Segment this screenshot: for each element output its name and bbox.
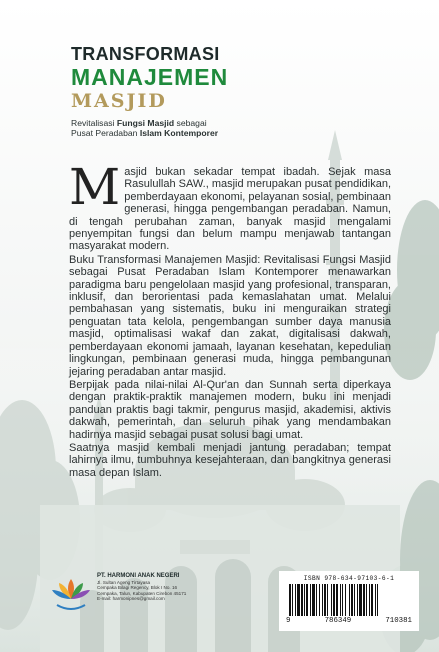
barcode-bars xyxy=(288,584,410,616)
barcode-group-2: 710381 xyxy=(385,617,412,625)
publisher-name: PT. HARMONI ANAK NEGERI xyxy=(97,573,180,579)
publisher-address-3: Cempaka, Talun, Kabupaten Cirebon 45171 xyxy=(97,590,187,596)
isbn-label: ISBN 978-634-97103-6-1 xyxy=(303,575,395,582)
publisher-email: E-mail: harmonipnes@gmail.com xyxy=(97,596,165,602)
subtitle-l1-bold: Fungsi Masjid xyxy=(116,118,175,128)
subtitle-l1-post: sebagai xyxy=(174,118,207,128)
blurb-paragraph-3: Berpijak pada nilai-nilai Al-Qur'an dan Sunnah serta diperkaya dengan praktik-praktik manajemen modern, buku ini menjadi panduan praktis bagi takmir, pengurus masjid, akademisi, aktivis dakwah, pemerintah, dan seluruh pihak yang mendambakan hadirnya masjid sebagai pusat solusi bagi umat. xyxy=(69,378,391,441)
isbn-barcode xyxy=(279,571,419,631)
subtitle xyxy=(71,118,228,138)
publisher-block xyxy=(51,573,186,615)
drop-cap: M xyxy=(69,158,121,216)
publisher-address-2: Cempaka Bilagi Regency, Blok I No. 16 xyxy=(97,585,178,591)
subtitle-l2-bold: Islam Kontemporer xyxy=(139,128,219,138)
barcode-group-1: 786349 xyxy=(324,617,352,625)
publisher-address-1: Jl. Sultan Ageng Tirtayasa xyxy=(97,580,151,585)
title-line-2: MANAJEMEN xyxy=(71,64,229,90)
publisher-logo-icon xyxy=(51,573,91,615)
title-line-1: TRANSFORMASI xyxy=(71,44,220,64)
barcode-digits xyxy=(285,617,413,625)
subtitle-l2-pre: Pusat Peradaban xyxy=(71,128,140,138)
blurb-p1-text: asjid bukan sekadar tempat ibadah. Sejak masa Rasulullah SAW., masjid merupakan pusat pendidikan, pemberdayaan ekonomi, pelayanan sosial, pembinaan generasi, hingga pengembangan peradaban. Namun, di tengah perubahan zaman, banyak masjid mengalami penyempitan fungsi dan belum mampu menjawab tantangan masyarakat modern. xyxy=(69,166,391,253)
subtitle-l1-pre: Revitalisasi xyxy=(71,118,117,128)
blurb-paragraph-2: Buku Transformasi Manajemen Masjid: Revitalisasi Fungsi Masjid sebagai Pusat Peradaban Islam Kontemporer menawarkan paradigma baru pengelolaan masjid yang profesional, transparan, inklusif, dan berorientasi pada kemaslahatan umat. Melalui pembahasan yang sistematis, buku ini menguraikan strategi penguatan tata kelola, pengembangan sumber daya manusia masjid, optimalisasi wakaf dan zakat, digitalisasi dakwah, pemberdayaan ekonomi jamaah, layanan kesehatan, kepedulian lingkungan, pembinaan generasi muda, hingga pembangunan jejaring peradaban antar masjid. xyxy=(69,253,391,378)
blurb-paragraph-1 xyxy=(69,158,391,253)
publisher-info xyxy=(97,573,186,615)
blurb-paragraph-4: Saatnya masjid kembali menjadi jantung peradaban; tempat lahirnya ilmu, tumbuhnya kesejahteraan, dan bangkitnya generasi masa depan Islam. xyxy=(69,441,391,479)
title-block xyxy=(71,44,228,138)
blurb xyxy=(69,158,391,480)
title-line-3: MASJID xyxy=(71,90,167,112)
barcode-digit-first: 9 xyxy=(286,617,291,625)
